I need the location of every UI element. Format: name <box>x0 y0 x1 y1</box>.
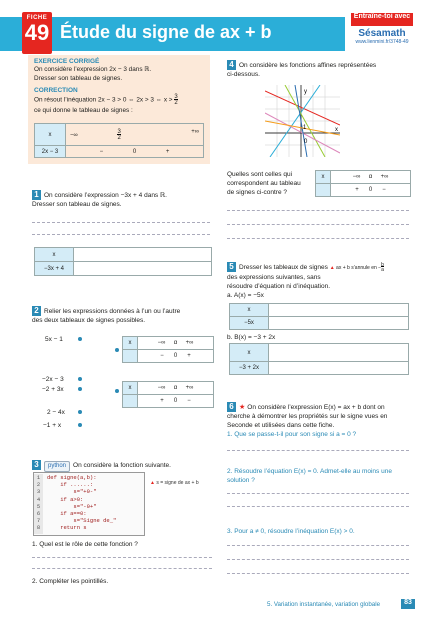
t2-minf: −∞ <box>157 385 166 391</box>
ex4-q2: correspondent au tableau <box>227 180 301 187</box>
root-num: 3 <box>117 128 121 135</box>
hint-fraction <box>381 263 384 273</box>
t5b-cell[interactable] <box>269 344 409 362</box>
answer-line[interactable] <box>32 557 212 558</box>
t1-s1: − <box>160 353 164 359</box>
t1-alpha: α <box>173 340 178 346</box>
t2-header <box>138 382 214 395</box>
solution-fraction <box>174 94 177 106</box>
link-dot[interactable] <box>78 387 82 391</box>
t5a-cell[interactable] <box>269 317 409 330</box>
page-number: 83 <box>401 599 415 609</box>
zero-label: 0 <box>304 139 308 145</box>
line-number: 1 <box>36 474 41 481</box>
code-line[interactable]: s="Signe de_" <box>47 517 117 525</box>
expr-2-4x: 2 − 4x <box>47 409 65 416</box>
link-dot[interactable] <box>78 337 82 341</box>
line-number: 3 <box>36 488 41 496</box>
ex1-number: 1 <box>32 190 41 200</box>
cell-pinf: +∞ <box>191 128 199 135</box>
trophy-icon: ★ <box>239 404 246 411</box>
correction-label: CORRECTION <box>34 87 78 94</box>
answer-line[interactable] <box>227 506 409 507</box>
t1-header <box>138 337 214 350</box>
sign-pos: + <box>165 148 170 155</box>
ex5-hint <box>329 261 384 273</box>
ex4-sign-table <box>315 170 411 197</box>
ex5-text3: résoudre d’équation ni d’inéquation. <box>227 283 330 290</box>
ex1-row-expr: −3x + 4 <box>35 262 74 276</box>
t4-signs <box>331 184 411 197</box>
t4-blank <box>316 184 331 197</box>
t4-pinf: +∞ <box>380 174 389 180</box>
ex3-text: On considère la fonction suivante. <box>73 462 171 469</box>
code-line[interactable]: def signe(a,b): <box>47 474 97 481</box>
affine-graph <box>265 85 340 157</box>
answer-line[interactable] <box>227 573 409 574</box>
sign-zero: 0 <box>132 148 137 155</box>
t1-blank <box>123 350 138 363</box>
cell-minf: −∞ <box>70 132 78 139</box>
ex4-text: On considère les fonctions affines représentées <box>239 62 377 69</box>
ex6-q3: 3. Pour a ≠ 0, résoudre l’inéquation E(x) > 0. <box>227 528 355 535</box>
ex2-table-2 <box>122 381 214 408</box>
expr-neg2-3x: −2 + 3x <box>42 386 64 393</box>
line-number: 6 <box>36 510 41 518</box>
t4-zero: 0 <box>368 187 373 193</box>
link-dot[interactable] <box>115 348 119 352</box>
ex2-number: 2 <box>32 306 41 316</box>
ex6-question-2 <box>227 467 417 485</box>
corrige-solution2: ce qui donne le tableau de signes : <box>34 107 133 114</box>
line-number: 7 <box>36 517 41 525</box>
line-number: 8 <box>36 524 41 532</box>
answer-line[interactable] <box>227 450 409 451</box>
t1-minf: −∞ <box>157 340 166 346</box>
corrige-sign-table <box>34 123 204 158</box>
link-dot[interactable] <box>78 423 82 427</box>
ex5-b-label: b. B(x) = −3 + 2x <box>227 334 276 341</box>
answer-line[interactable] <box>227 224 409 225</box>
t5a-cell[interactable] <box>269 304 409 317</box>
t5a-expr: −5x <box>230 317 269 330</box>
exercise-5 <box>227 262 417 300</box>
cell-x: x <box>35 124 66 146</box>
t4-alpha: α <box>368 174 373 180</box>
ex5-hint-text: ax + b s’annule en − <box>336 265 382 271</box>
t2-s2: − <box>187 398 191 404</box>
t5b-cell[interactable] <box>269 362 409 375</box>
line-numbers <box>34 474 43 534</box>
axis-y-label: y <box>304 89 307 95</box>
corrige-statement2: Dresser son tableau de signes. <box>34 75 123 82</box>
page-title: Étude du signe de ax + b <box>60 22 272 42</box>
t4-header <box>331 171 411 184</box>
hint-den: a <box>381 266 384 273</box>
ex3-q1: 1. Quel est le rôle de cette fonction ? <box>32 541 138 548</box>
ex6-text2: cherche à démontrer les propriétés sur le signe vues en <box>227 413 388 420</box>
ex2-text: Relier les expressions données à l’un ou l’autre <box>44 308 181 315</box>
code-line[interactable]: if a>0: <box>47 495 84 503</box>
t4-x: x <box>316 171 331 184</box>
ex5-table-a[interactable] <box>229 303 409 330</box>
code-line[interactable]: s="+0-" <box>47 488 97 496</box>
line-number: 5 <box>36 502 41 510</box>
answer-line[interactable] <box>32 222 210 223</box>
ex6-text: On considère l’expression E(x) = ax + b dont on <box>247 404 385 411</box>
exercise-2 <box>32 306 214 325</box>
ex1-sign-table[interactable] <box>34 247 212 276</box>
link-dot[interactable] <box>78 377 82 381</box>
code-lines <box>47 474 116 532</box>
solution-frac-num: 3 <box>174 94 178 100</box>
code-line[interactable]: if ......: <box>47 481 94 489</box>
link-dot[interactable] <box>115 389 119 393</box>
t1-s2: + <box>187 353 191 359</box>
logo-brand: Sésamath <box>358 28 406 39</box>
answer-line[interactable] <box>32 234 210 235</box>
exercise-6 <box>227 402 417 439</box>
exercise-1 <box>32 190 212 209</box>
line-number: 4 <box>36 495 41 503</box>
expr-neg1-x: −1 + x <box>43 422 62 429</box>
exercise-3 <box>32 460 222 472</box>
ex6-number: 6 <box>227 402 236 412</box>
code-editor <box>33 472 145 536</box>
answer-line[interactable] <box>227 493 409 494</box>
ex2-table-1 <box>122 336 214 363</box>
line-number: 2 <box>36 481 41 489</box>
cell-expr: 2x − 3 <box>35 146 66 158</box>
t4-s1: + <box>355 187 359 193</box>
ex1-text2: Dresser son tableau de signes. <box>32 201 122 208</box>
answer-line[interactable] <box>227 559 409 560</box>
ex5-text2: des expressions suivantes, sans <box>227 274 321 281</box>
t1-pinf: +∞ <box>185 340 194 346</box>
ex4-number: 4 <box>227 60 236 70</box>
t5a-x: x <box>230 304 269 317</box>
logo-top: Entraîne-toi avec <box>351 13 413 26</box>
code-line[interactable]: if a==0: <box>47 510 87 518</box>
t2-alpha: α <box>173 385 178 391</box>
expr-neg2x-3: −2x − 3 <box>42 376 64 383</box>
solution-frac-den: 2 <box>174 100 178 106</box>
ex5-text: Dresser les tableaux de signes <box>239 264 328 271</box>
ex5-number: 5 <box>227 262 236 272</box>
ex4-q1: Quelles sont celles qui <box>227 171 293 178</box>
ex3-hint <box>150 480 199 486</box>
ex3-q2: 2. Compléter les pointillés. <box>32 578 109 585</box>
corrige-solution-text: On résout l’inéquation 2x − 3 > 0 ⇔ 2x > 3 ⇔ x > <box>34 96 173 104</box>
ex1-cell[interactable] <box>74 262 212 276</box>
axis-x-label: x <box>335 127 338 133</box>
answer-line[interactable] <box>32 568 212 569</box>
root-den: 2 <box>117 134 121 141</box>
answer-line[interactable] <box>227 210 409 211</box>
python-logo: python <box>44 461 70 472</box>
ex6-q2: 2. Résoudre l’équation E(x) = 0. Admet-elle au moins une <box>227 468 392 475</box>
ex1-row-x: x <box>35 248 74 262</box>
t4-minf: −∞ <box>352 174 361 180</box>
t1-signs <box>138 350 214 363</box>
t2-pinf: +∞ <box>185 385 194 391</box>
ex3-hint-text: s = signe de ax + b <box>156 480 199 486</box>
code-line[interactable]: s="-0+" <box>47 502 97 510</box>
ex5-table-b[interactable] <box>229 343 409 375</box>
link-dot[interactable] <box>78 410 82 414</box>
ex3-number: 3 <box>32 460 41 470</box>
t2-zero: 0 <box>173 398 178 404</box>
one-label: 1 <box>303 125 307 131</box>
corrige-heading: EXERCICE CORRIGÉ <box>34 58 100 65</box>
thumb-icon: ▲ <box>150 480 155 486</box>
thumb-icon: ▲ <box>329 265 335 271</box>
ex4-q3: de signes ci-contre ? <box>227 189 287 196</box>
ex5-a-label: a. A(x) = −5x <box>227 292 264 299</box>
t1-x: x <box>123 337 138 350</box>
answer-line[interactable] <box>227 238 409 239</box>
t2-x: x <box>123 382 138 395</box>
fiche-number: 49 <box>24 20 50 45</box>
t4-s2: − <box>382 187 386 193</box>
t2-blank <box>123 395 138 408</box>
t1-zero: 0 <box>173 353 178 359</box>
t5b-expr: −3 + 2x <box>230 362 269 375</box>
cell-header <box>66 124 204 146</box>
ex6-text3: Seconde et utilisées dans cette fiche. <box>227 422 335 429</box>
code-line[interactable]: return s <box>47 524 87 532</box>
t5b-x: x <box>230 344 269 362</box>
t2-signs <box>138 395 214 408</box>
cell-signs <box>66 146 204 158</box>
fiche-label: FICHE <box>26 15 48 21</box>
corrige-statement: On considère l’expression 2x − 3 dans ℝ. <box>34 66 152 73</box>
ex2-text2: des deux tableaux de signes possibles. <box>32 317 146 324</box>
ex4-question <box>227 170 317 197</box>
sesamath-logo[interactable] <box>351 13 413 49</box>
ex4-text2: ci-dessous. <box>227 71 260 78</box>
corrige-solution <box>34 94 210 106</box>
sign-neg: − <box>99 148 104 155</box>
answer-line[interactable] <box>227 545 409 546</box>
ex1-text: On considère l’expression −3x + 4 dans ℝ. <box>44 192 167 199</box>
root-fraction <box>117 129 120 141</box>
hint-num: b <box>381 261 384 268</box>
t2-s1: + <box>160 398 164 404</box>
ex6-q2b: solution ? <box>227 477 255 484</box>
chapter-footer: 5. Variation instantanée, variation globale <box>267 601 381 608</box>
line-red <box>265 91 340 125</box>
expr-5x-1: 5x − 1 <box>45 336 63 343</box>
exercise-4 <box>227 60 417 79</box>
fiche-badge <box>22 12 52 54</box>
ex6-q1: 1. Que se passe-t-il pour son signe si a = 0 ? <box>227 431 357 438</box>
ex1-cell[interactable] <box>74 248 212 262</box>
logo-url[interactable]: www.lienmini.fr/3748-49 <box>355 39 409 45</box>
